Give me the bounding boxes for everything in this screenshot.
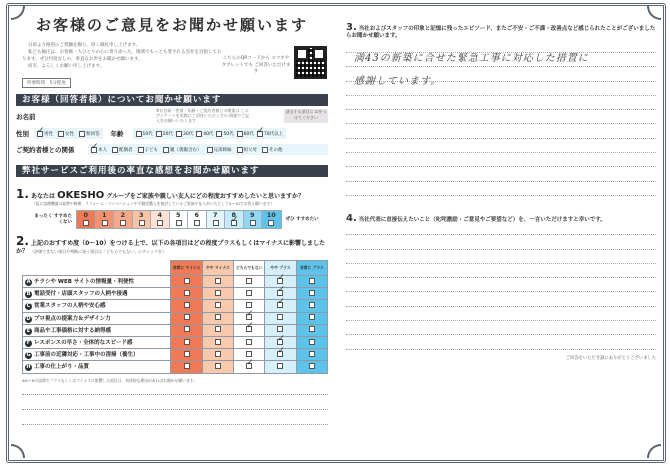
- checkbox-checked-icon[interactable]: [246, 314, 252, 320]
- option-label: 40代: [203, 131, 214, 137]
- q2-text: 上記のおすすめ度（0〜10）をつける上で、以下の各項目はどの程度プラスもしくはマイナスに影響しましたか？: [16, 240, 325, 255]
- answer-line[interactable]: [346, 95, 656, 109]
- rating-cell[interactable]: [296, 312, 327, 324]
- frame-corner: [11, 444, 25, 458]
- relation-options: [88, 144, 328, 155]
- answer-line[interactable]: [346, 152, 656, 166]
- scale-value: 4: [157, 211, 163, 219]
- intro-text: [22, 42, 222, 70]
- item-label: 営業スタッフの人柄や安心感: [34, 303, 106, 310]
- checkbox-icon[interactable]: [176, 220, 182, 226]
- item-badge-icon: E: [26, 327, 31, 334]
- checkbox-icon[interactable]: [83, 220, 89, 226]
- rating-cell[interactable]: [202, 324, 233, 336]
- checkbox-icon[interactable]: [139, 220, 145, 226]
- rating-cell[interactable]: [171, 336, 202, 348]
- checkbox-checked-icon[interactable]: [231, 220, 237, 226]
- scale-value: 10: [266, 211, 276, 219]
- checkbox-icon[interactable]: [176, 131, 182, 137]
- checkbox-icon[interactable]: [309, 326, 315, 332]
- rating-cell[interactable]: [296, 336, 327, 348]
- option-label: その他: [269, 147, 283, 153]
- service-section: [16, 165, 328, 425]
- option-label: 20代: [162, 131, 173, 137]
- checkbox-icon[interactable]: [309, 363, 315, 369]
- checkbox-icon[interactable]: [215, 339, 221, 345]
- rating-cell[interactable]: [202, 312, 233, 324]
- option-label: 配偶者: [119, 147, 133, 153]
- scale-cells: [76, 210, 282, 229]
- checkbox-icon[interactable]: [213, 220, 219, 226]
- answer-line[interactable]: [22, 409, 328, 410]
- option-label: 男性: [44, 131, 53, 137]
- checkbox-icon[interactable]: [156, 131, 162, 137]
- answer-line[interactable]: [346, 234, 656, 248]
- rating-cell[interactable]: [296, 276, 327, 288]
- answer-line[interactable]: [346, 109, 656, 123]
- rating-cell[interactable]: [202, 288, 233, 300]
- answer-line[interactable]: [346, 195, 656, 209]
- checkbox-icon[interactable]: [309, 339, 315, 345]
- answer-line[interactable]: [346, 181, 656, 195]
- option-gender-2[interactable]: [79, 131, 100, 137]
- option-relation-0[interactable]: [91, 147, 107, 153]
- q2-sub: （評価できない項目や判断に迷う項目は「どちらでもない」にチェックを）: [30, 249, 166, 254]
- q3-text: 当社およびスタッフの印象と記憶に残ったエピソード、またご不安・ご不満・改善点など感じられたことがございましたらお聞かせ願います。: [346, 26, 656, 39]
- rating-item: [23, 312, 171, 324]
- answer-line[interactable]: [346, 320, 656, 334]
- rating-cell[interactable]: [202, 300, 233, 312]
- checkbox-icon[interactable]: [246, 290, 252, 296]
- rating-item: [23, 276, 171, 288]
- customer-section: [16, 94, 328, 158]
- checkbox-checked-icon[interactable]: [277, 339, 283, 345]
- item-label: 商品や工事価格に対する納得感: [34, 327, 112, 334]
- option-label: 60代: [243, 131, 254, 137]
- option-age-5[interactable]: [237, 131, 254, 137]
- checkbox-icon[interactable]: [237, 131, 243, 137]
- item-badge-icon: H: [26, 364, 31, 371]
- option-relation-5[interactable]: [237, 147, 258, 153]
- scale-option-9[interactable]: [244, 211, 263, 228]
- checkbox-icon[interactable]: [136, 131, 142, 137]
- option-label: 50代: [223, 131, 234, 137]
- q3-number: 3.: [346, 22, 357, 33]
- rating-cell[interactable]: [265, 361, 296, 373]
- rating-cell[interactable]: [265, 300, 296, 312]
- answer-line[interactable]: [346, 123, 656, 137]
- page-title: お客様のご意見をお聞かせ願います: [35, 16, 308, 34]
- option-relation-3[interactable]: [163, 147, 202, 153]
- scale-value: 9: [249, 211, 255, 219]
- rating-cell[interactable]: [296, 361, 327, 373]
- rating-cell[interactable]: [202, 276, 233, 288]
- checkbox-icon[interactable]: [163, 147, 169, 153]
- checkbox-icon[interactable]: [246, 351, 252, 357]
- age-options: [133, 128, 287, 139]
- checkbox-icon[interactable]: [277, 326, 283, 332]
- answer-line[interactable]: [346, 138, 656, 152]
- checkbox-icon[interactable]: [184, 278, 190, 284]
- rating-cell[interactable]: [234, 336, 265, 348]
- rating-cell[interactable]: [265, 312, 296, 324]
- rating-cell[interactable]: [296, 300, 327, 312]
- answer-line[interactable]: [346, 263, 656, 277]
- q1-note: （仮に設備機器の取替や修理、リフォーム・リノベーションや不動産購入を検討しているご家族や友人がいたとして0〜10でお答え願います）: [32, 201, 275, 206]
- checkbox-icon[interactable]: [102, 220, 108, 226]
- rating-cell[interactable]: [202, 361, 233, 373]
- checkbox-checked-icon[interactable]: [257, 131, 263, 137]
- rating-cell[interactable]: [234, 288, 265, 300]
- option-label: 祖父母: [243, 147, 257, 153]
- recommend-scale: [32, 210, 328, 229]
- checkbox-icon[interactable]: [309, 351, 315, 357]
- option-label: 10代: [142, 131, 153, 137]
- left-panel: [16, 8, 328, 425]
- rating-row: [23, 349, 328, 361]
- checkbox-icon[interactable]: [216, 131, 222, 137]
- checkbox-icon[interactable]: [215, 290, 221, 296]
- answer-line[interactable]: [22, 394, 328, 395]
- item-badge-icon: C: [26, 303, 31, 310]
- intro-line: 何卒、よろしくお願い申し上げます。: [28, 64, 105, 69]
- option-relation-2[interactable]: [138, 147, 159, 153]
- q1-title: [16, 187, 328, 201]
- scale-option-5[interactable]: [170, 211, 189, 228]
- checkbox-icon[interactable]: [268, 220, 274, 226]
- scale-right-label: ぜひ すすめたい: [285, 216, 319, 222]
- checkbox-checked-icon[interactable]: [91, 147, 97, 153]
- answer-line[interactable]: [346, 349, 656, 351]
- handwritten-answer-line-2: 感謝しています。: [354, 76, 442, 87]
- answer-line[interactable]: [346, 334, 656, 348]
- item-label: チラシや WEB サイトの情報量・利便性: [34, 279, 134, 286]
- rating-item: [23, 300, 171, 312]
- rating-cell[interactable]: [171, 349, 202, 361]
- checkbox-checked-icon[interactable]: [277, 278, 283, 284]
- thanks-message: ご回答をいただき誠にありがとうございました: [565, 355, 656, 361]
- item-label: 工事前の近隣対応・工事中の清掃（養生）: [34, 352, 139, 359]
- scale-option-2[interactable]: [114, 211, 133, 228]
- rating-item: [23, 324, 171, 336]
- checkbox-icon[interactable]: [215, 302, 221, 308]
- item-label: 工事の仕上がり・品質: [34, 364, 90, 371]
- brand-name: OKESHO: [57, 190, 105, 201]
- scale-option-4[interactable]: [151, 211, 170, 228]
- checkbox-icon[interactable]: [184, 363, 190, 369]
- q1-text-post: グループをご家族や親しい友人にどの程度おすすめしたいと思いますか？: [106, 193, 304, 200]
- scale-option-1[interactable]: [96, 211, 115, 228]
- checkbox-icon[interactable]: [246, 339, 252, 345]
- scale-value: 1: [101, 211, 107, 219]
- checkbox-icon[interactable]: [277, 363, 283, 369]
- checkbox-icon[interactable]: [262, 147, 268, 153]
- rating-cell[interactable]: [202, 336, 233, 348]
- frame-corner: [647, 444, 661, 458]
- name-label: お名前: [16, 112, 36, 121]
- checkbox-checked-icon[interactable]: [277, 302, 283, 308]
- checkbox-icon[interactable]: [120, 220, 126, 226]
- item-label: 電話受付・店頭スタッフの人柄や接遇: [34, 291, 128, 298]
- relation-row: [16, 141, 328, 158]
- checkbox-icon[interactable]: [309, 302, 315, 308]
- item-badge-icon: F: [26, 340, 31, 347]
- option-relation-1[interactable]: [112, 147, 133, 153]
- rating-cell[interactable]: [171, 361, 202, 373]
- rating-cell[interactable]: [171, 312, 202, 324]
- checkbox-checked-icon[interactable]: [246, 363, 252, 369]
- col-very-negative: 非常に マイナス: [171, 261, 202, 276]
- answer-line[interactable]: [346, 277, 656, 291]
- rating-cell[interactable]: [171, 276, 202, 288]
- col-slightly-negative: やや マイナス: [202, 261, 233, 276]
- option-age-0[interactable]: [136, 131, 153, 137]
- checkbox-checked-icon[interactable]: [246, 326, 252, 332]
- q1-number: 1.: [16, 187, 29, 201]
- scale-value: 7: [212, 211, 218, 219]
- option-label: 70代以上: [263, 131, 284, 137]
- checkbox-icon[interactable]: [246, 278, 252, 284]
- col-neutral: どちらでもない: [234, 261, 265, 276]
- checkbox-icon[interactable]: [309, 314, 315, 320]
- scale-option-10[interactable]: [262, 211, 281, 228]
- scale-option-6[interactable]: [188, 211, 207, 228]
- scale-option-0[interactable]: [77, 211, 96, 228]
- rating-cell[interactable]: [265, 349, 296, 361]
- answer-line[interactable]: [346, 166, 656, 180]
- rating-item: [23, 349, 171, 361]
- rating-row: [23, 361, 328, 373]
- right-panel: [346, 8, 656, 361]
- scale-option-3[interactable]: [133, 211, 152, 228]
- checkbox-icon[interactable]: [157, 220, 163, 226]
- checkbox-icon[interactable]: [138, 147, 144, 153]
- checkbox-icon[interactable]: [184, 290, 190, 296]
- intro-line: 私ども桶庄は、お客様一人ひとりの心に寄り添った、地域でもっとも愛される会社を目指しております。ぜひ忖度なしの、率直なお声をお聞かせ願います。: [22, 50, 222, 62]
- qr-caption: こちらのQRコードから スマホやタブレットでも ご回答いただけます: [221, 56, 291, 74]
- q4-text: 当社代表に直接伝えたいこと（叱咤激励・ご意見やご要望など）を、一言いただけますと幸いです。: [358, 217, 606, 224]
- option-label: 30代: [182, 131, 194, 137]
- checkbox-icon[interactable]: [184, 314, 190, 320]
- answer-line[interactable]: [22, 424, 328, 425]
- option-label: 本人: [98, 147, 107, 153]
- answer-line[interactable]: [346, 291, 656, 305]
- check-instruction: 該当する項目に ☑をつけてください: [284, 109, 328, 123]
- checkbox-icon[interactable]: [215, 314, 221, 320]
- rating-cell[interactable]: [171, 300, 202, 312]
- q4-title: [346, 215, 656, 224]
- rating-table: [22, 260, 328, 374]
- gender-label: 性別: [16, 130, 29, 138]
- rating-cell[interactable]: [171, 324, 202, 336]
- checkbox-checked-icon[interactable]: [37, 131, 43, 137]
- name-note: ※お名前・性別・年齢・ご契約者様との関係は このアンケートを実際にご回答いただく方の 情報でご記入をお願いいたします: [156, 108, 250, 123]
- checkbox-icon[interactable]: [237, 147, 243, 153]
- checkbox-icon[interactable]: [309, 278, 315, 284]
- option-age-1[interactable]: [156, 131, 173, 137]
- option-label: 子ども: [144, 147, 158, 153]
- rating-cell[interactable]: [234, 361, 265, 373]
- scale-value: 2: [120, 211, 126, 219]
- item-badge-icon: A: [26, 279, 31, 286]
- q3-title: [346, 24, 656, 40]
- rating-cell[interactable]: [171, 288, 202, 300]
- answer-line[interactable]: [346, 249, 656, 263]
- qr-code-icon[interactable]: [294, 46, 327, 79]
- item-label: プロ視点の提案力＆デザイン力: [34, 315, 111, 322]
- option-relation-6[interactable]: [262, 147, 283, 153]
- checkbox-icon[interactable]: [58, 131, 64, 137]
- q2-title: [16, 234, 328, 256]
- q1-text-pre: あなたは: [31, 193, 56, 200]
- scale-value: 3: [138, 211, 144, 219]
- item-badge-icon: G: [26, 352, 31, 359]
- option-age-6[interactable]: [257, 131, 283, 137]
- q4-answer-area[interactable]: [346, 234, 656, 350]
- checkbox-icon[interactable]: [184, 302, 190, 308]
- checkbox-icon[interactable]: [112, 147, 118, 153]
- option-label: 兄弟姉妹: [213, 147, 232, 153]
- relation-label: ご契約者様との関係: [16, 146, 75, 154]
- option-age-4[interactable]: [216, 131, 233, 137]
- item-label: レスポンスの早さ・全体的なスピード感: [34, 340, 133, 347]
- rating-row: [23, 312, 328, 324]
- scale-value: 0: [83, 211, 89, 219]
- checkbox-icon[interactable]: [246, 302, 252, 308]
- item-badge-icon: B: [26, 291, 31, 298]
- intro-line: 日頃より格別のご愛顧を賜り、厚く御礼申し上げます。: [28, 43, 141, 48]
- rating-header-blank: [23, 261, 171, 276]
- checkbox-icon[interactable]: [277, 314, 283, 320]
- scale-option-7[interactable]: [207, 211, 226, 228]
- checkbox-icon[interactable]: [309, 290, 315, 296]
- checkbox-icon[interactable]: [194, 220, 200, 226]
- checkbox-icon[interactable]: [215, 278, 221, 284]
- option-gender-1[interactable]: [58, 131, 74, 137]
- option-age-3[interactable]: [196, 131, 213, 137]
- answer-line[interactable]: [346, 306, 656, 320]
- checkbox-icon[interactable]: [207, 147, 213, 153]
- time-required-badge: 所要時間 5分程度: [22, 78, 71, 88]
- rating-cell[interactable]: [296, 349, 327, 361]
- gender-age-row: [16, 126, 328, 141]
- checkbox-checked-icon[interactable]: [277, 351, 283, 357]
- rating-cell[interactable]: [296, 324, 327, 336]
- customer-section-header: お客様（回答者様）についてお聞かせ願います: [16, 94, 328, 106]
- rating-cell[interactable]: [202, 349, 233, 361]
- rating-cell[interactable]: [234, 324, 265, 336]
- rating-item: [23, 336, 171, 348]
- item-badge-icon: D: [26, 315, 31, 322]
- checkbox-icon[interactable]: [250, 220, 256, 226]
- intro-block: [16, 42, 328, 94]
- q3-answer-area[interactable]: [346, 52, 656, 209]
- col-very-positive: 非常に プラス: [296, 261, 327, 276]
- col-slightly-positive: やや プラス: [265, 261, 296, 276]
- checkbox-icon[interactable]: [184, 339, 190, 345]
- rating-cell[interactable]: [234, 276, 265, 288]
- checkbox-checked-icon[interactable]: [277, 290, 283, 296]
- rating-cell[interactable]: [296, 288, 327, 300]
- checkbox-icon[interactable]: [196, 131, 202, 137]
- option-label: 親（義親含む）: [170, 147, 202, 153]
- checkbox-icon[interactable]: [215, 326, 221, 332]
- checkbox-icon[interactable]: [215, 351, 221, 357]
- name-row: [16, 106, 328, 126]
- age-label: 年齢: [110, 130, 124, 138]
- scale-value: 5: [175, 211, 181, 219]
- q4-number: 4.: [346, 213, 357, 225]
- option-gender-0[interactable]: [37, 131, 53, 137]
- scale-value: 6: [194, 211, 200, 219]
- checkbox-icon[interactable]: [215, 363, 221, 369]
- q2-number: 2.: [16, 234, 29, 248]
- rating-item: [23, 288, 171, 300]
- scale-option-8[interactable]: [225, 211, 244, 228]
- option-label: 女性: [65, 131, 74, 137]
- handwritten-answer-line-1: 満43の新築に合せた緊急工事に対応した措置に: [354, 53, 589, 64]
- q2-footnote: ※A〜Hの設問でプラスもしくはマイナスに影響した項目は、具体的な理由があればお聞かせ願います。: [22, 377, 198, 383]
- option-label: 無回答: [86, 131, 100, 137]
- rating-item: [23, 361, 171, 373]
- scale-left-label: まったく すすめたくない: [34, 213, 72, 225]
- service-section-header: 弊社サービスご利用後の率直な感想をお聞かせ願います: [16, 165, 328, 177]
- rating-row: [23, 300, 328, 312]
- option-relation-4[interactable]: [207, 147, 232, 153]
- gender-options: [34, 128, 103, 139]
- checkbox-icon[interactable]: [79, 131, 85, 137]
- checkbox-icon[interactable]: [184, 326, 190, 332]
- checkbox-icon[interactable]: [184, 351, 190, 357]
- option-age-2[interactable]: [176, 131, 193, 137]
